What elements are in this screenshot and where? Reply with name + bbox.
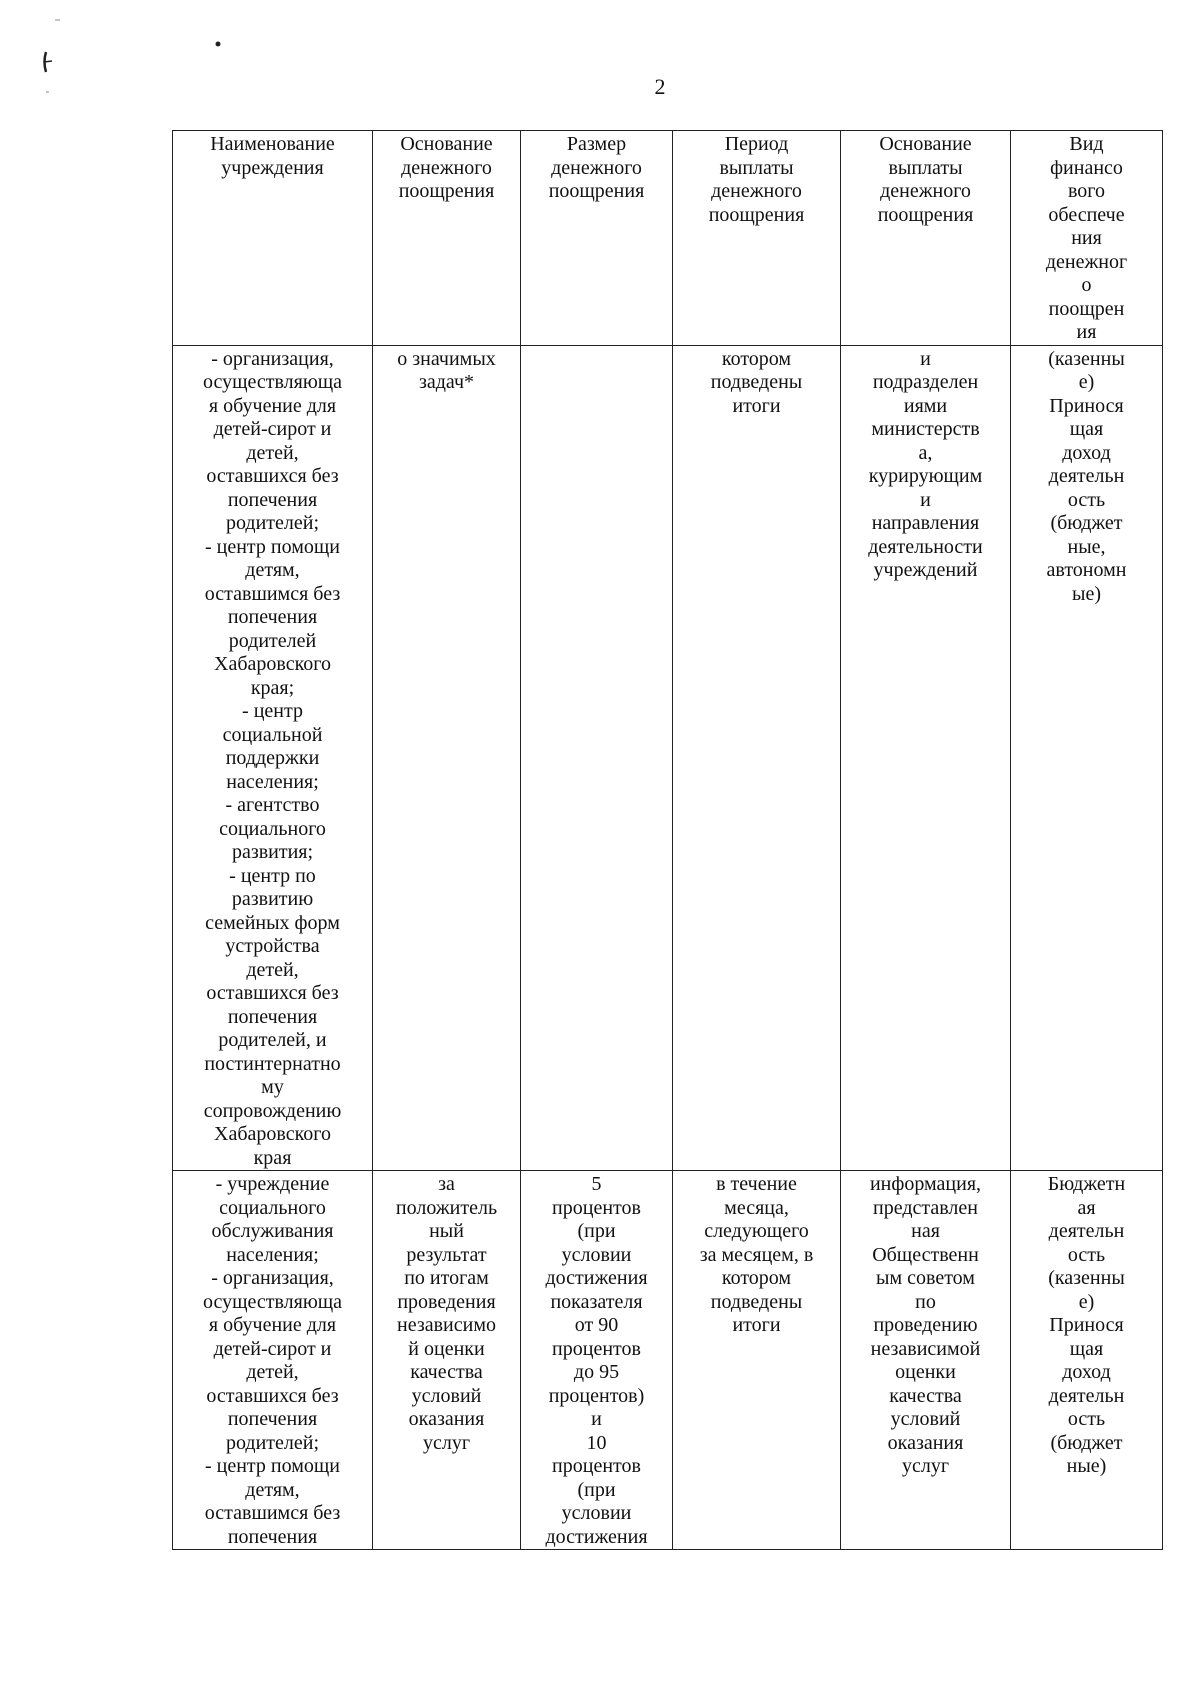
table-cell: информация, представлен ная Общественн ым советом по проведению независимой оценки качества условий оказания услуг xyxy=(841,1171,1011,1550)
table-cell xyxy=(521,345,673,1171)
page-number: 2 xyxy=(654,74,666,99)
table-cell: в течение месяца, следующего за месяцем, в котором подведены итоги xyxy=(673,1171,841,1550)
table-cell: (казенны е) Принося щая доход деятельн ость (бюджет ные, автономн ые) xyxy=(1011,345,1163,1171)
table-cell: и подразделен иями министерств а, курирующим и направления деятельности учреждений xyxy=(841,345,1011,1171)
header-funding-type: Вид финансо вого обеспече ния денежног о поощрен ия xyxy=(1011,131,1163,346)
table-cell: Бюджетн ая деятельн ость (казенны е) Принося щая доход деятельн ость (бюджет ные) xyxy=(1011,1171,1163,1550)
table-cell: за положитель ный результат по итогам проведения независимо й оценки качества условий оказания услуг xyxy=(373,1171,521,1550)
scan-marks xyxy=(0,0,260,120)
table-cell: - учреждение социального обслуживания населения; - организация, осуществляюща я обучение для детей-сирот и детей, оставшихся без попечения родителей; - центр помощи детям, оставшимся без попечения xyxy=(173,1171,373,1550)
table-row xyxy=(173,1171,1163,1550)
header-institution-name: Наименование учреждения xyxy=(173,131,373,346)
incentive-table xyxy=(172,130,1163,1550)
header-incentive-basis: Основание денежного поощрения xyxy=(373,131,521,346)
header-payment-basis: Основание выплаты денежного поощрения xyxy=(841,131,1011,346)
table-cell: - организация, осуществляюща я обучение для детей-сирот и детей, оставшихся без попечения родителей; - центр помощи детям, оставшимся без попечения родителей Хабаровского края; - центр социальной поддержки населения; - агентство социального развития; - центр по развитию семейных форм устройства детей, оставшихся без попечения родителей, и постинтернатно му сопровождению Хабаровского края xyxy=(173,345,373,1171)
table-cell: о значимых задач* xyxy=(373,345,521,1171)
header-payment-period: Период выплаты денежного поощрения xyxy=(673,131,841,346)
header-incentive-amount: Размер денежного поощрения xyxy=(521,131,673,346)
table-cell: 5 процентов (при условии достижения показателя от 90 процентов до 95 процентов) и 10 процентов (при условии достижения xyxy=(521,1171,673,1550)
table-row xyxy=(173,345,1163,1171)
table-cell: котором подведены итоги xyxy=(673,345,841,1171)
table-header-row xyxy=(173,131,1163,346)
